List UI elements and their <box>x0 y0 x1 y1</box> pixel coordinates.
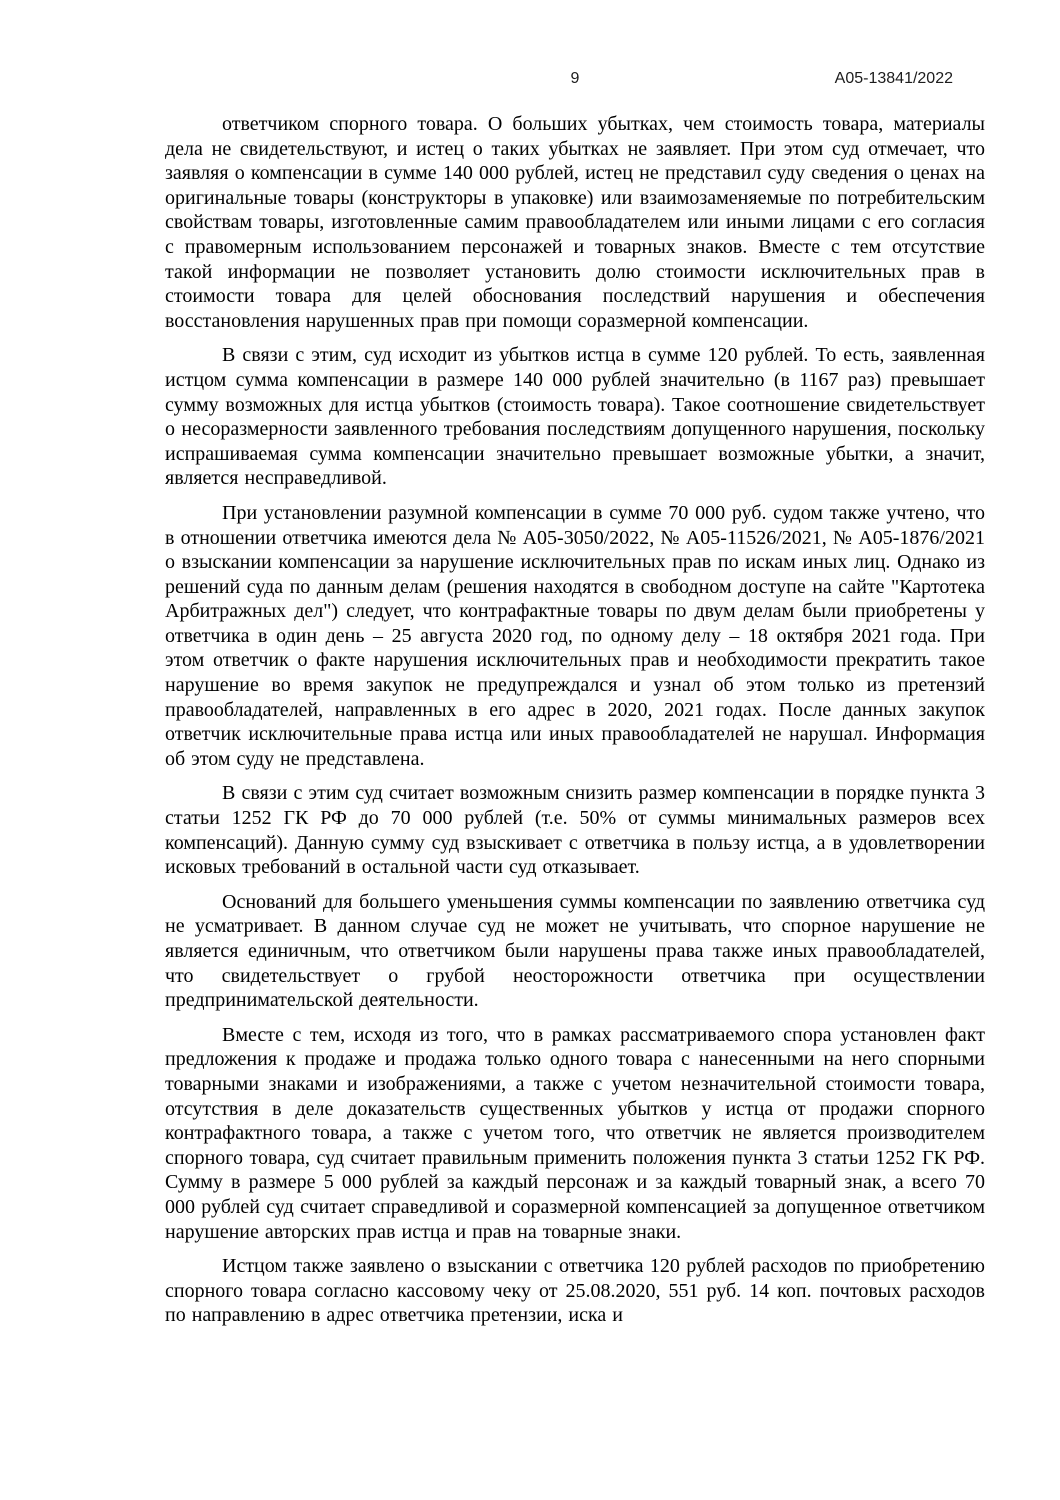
paragraph-1: ответчиком спорного товара. О больших убытках, чем стоимость товара, материалы дела не свидетельствуют, и истец о таких убытках не заявляет. При этом суд отмечает, что заявляя о компенсации в сумме 140 000 рублей, истец не представил суду сведения о ценах на оригинальные товары (конструкторы в упаковке) или взаимозаменяемые по потребительским свойствам товары, изготовленные самим правообладателем или иными лицами с его согласия с правомерным использованием персонажей и товарных знаков. Вместе с тем отсутствие такой информации не позволяет установить долю стоимости исключительных прав в стоимости товара для целей обоснования последствий нарушения и обеспечения восстановления нарушенных прав при помощи соразмерной компенсации. <box>165 113 985 332</box>
paragraph-4: В связи с этим суд считает возможным снизить размер компенсации в порядке пункта 3 статьи 1252 ГК РФ до 70 000 рублей (т.е. 50% от суммы минимальных размеров всех компенсаций). Данную сумму суд взыскивает с ответчика в пользу истца, а в удовлетворении исковых требований в остальной части суд отказывает. <box>165 782 985 879</box>
paragraph-6: Вместе с тем, исходя из того, что в рамках рассматриваемого спора установлен факт предложения к продаже и продажа только одного товара с нанесенными на него спорными товарными знаками и изображениями, а также с учетом незначительной стоимости товара, отсутствия в деле доказательств существенных убытков у истца от продажи спорного контрафактного товара, а также с учетом того, что ответчик не является производителем спорного товара, суд считает правильным применить положения пункта 3 статьи 1252 ГК РФ. Сумму в размере 5 000 рублей за каждый персонаж и за каждый товарный знак, а всего 70 000 рублей суд считает справедливой и соразмерной компенсацией за допущенное ответчиком нарушение авторских прав истца и прав на товарные знаки. <box>165 1023 985 1243</box>
page-header <box>165 70 985 92</box>
paragraph-5: Оснований для большего уменьшения суммы компенсации по заявлению ответчика суд не усматривает. В данном случае суд не может не учитывать, что спорное нарушение не является единичным, что ответчиком были нарушены права также иных правообладателей, что свидетельствует о грубой неосторожности ответчика при осуществлении предпринимательской деятельности. <box>165 890 985 1012</box>
document-body <box>165 112 985 1328</box>
paragraph-3: При установлении разумной компенсации в сумме 70 000 руб. судом также учтено, что в отношении ответчика имеются дела № А05-3050/2022, № А05-11526/2021, № А05-1876/2021 о взыскании компенсации за нарушение исключительных прав по искам иных лиц. Однако из решений суда по данным делам (решения находятся в свободном доступе на сайте "Картотека Арбитражных дел") следует, что контрафактные товары по двум делам были приобретены у ответчика в один день – 25 августа 2020 год, по одному делу – 18 октября 2021 года. При этом ответчик о факте нарушения исключительных прав и необходимости прекратить такое нарушение во время закупок не предупреждался и узнал об этом только из претензий правообладателей, направленных в его адрес в 2020, 2021 годах. После данных закупок ответчик исключительные права истца или иных правообладателей не нарушал. Информация об этом суду не представлена. <box>165 501 985 770</box>
case-number: А05-13841/2022 <box>834 70 953 87</box>
page-number: 9 <box>570 70 580 87</box>
paragraph-2: В связи с этим, суд исходит из убытков истца в сумме 120 рублей. То есть, заявленная истцом сумма компенсации в размере 140 000 рублей значительно (в 1167 раз) превышает сумму возможных для истца убытков (стоимость товара). Такое соотношение свидетельствует о несоразмерности заявленного требования последствиям допущенного нарушения, поскольку испрашиваемая сумма компенсации значительно превышает возможные убытки, а значит, является несправедливой. <box>165 344 985 490</box>
paragraph-7: Истцом также заявлено о взыскании с ответчика 120 рублей расходов по приобретению спорного товара согласно кассовому чеку от 25.08.2020, 551 руб. 14 коп. почтовых расходов по направлению в адрес ответчика претензии, иска и <box>165 1255 985 1327</box>
